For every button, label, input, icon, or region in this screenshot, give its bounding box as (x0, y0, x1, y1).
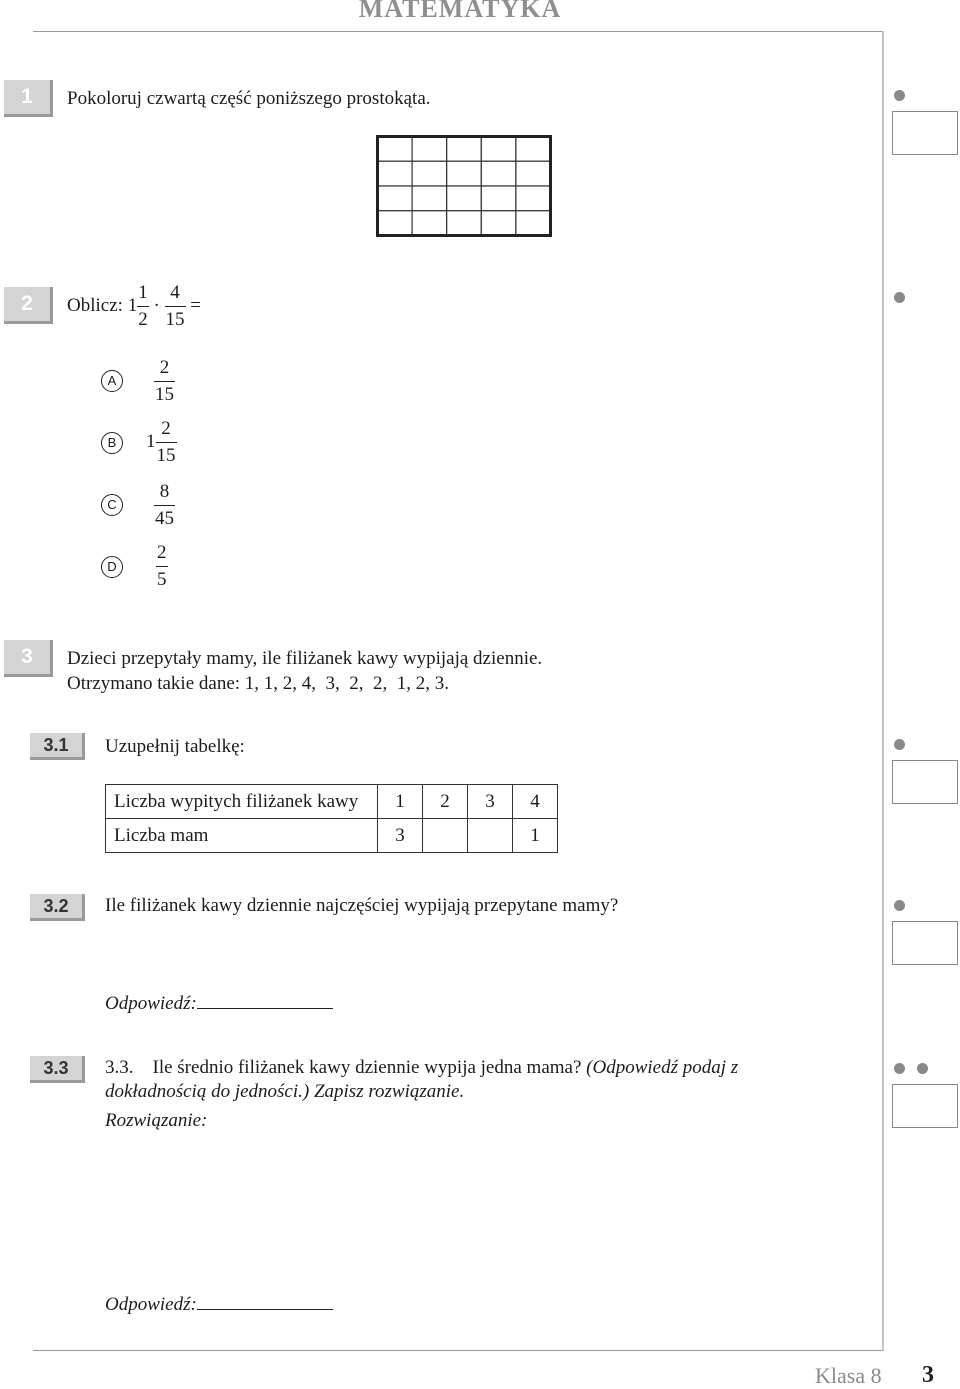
table-row (106, 785, 558, 819)
frame-bottom-line (33, 1350, 883, 1351)
grid-cell[interactable] (378, 186, 413, 211)
footer-class-label: Klasa 8 (815, 1363, 882, 1388)
points-dot (894, 292, 905, 303)
grid-cell[interactable] (447, 161, 482, 186)
grid-cell[interactable] (481, 137, 516, 162)
expression-whole: 1 (127, 295, 138, 316)
question-1-text: Pokoloruj czwartą część poniższego prostokąta. (67, 88, 431, 109)
subquestion-3-2-text: Ile filiżanek kawy dziennie najczęściej wypijają przepytane mamy? (105, 895, 619, 916)
expression-prompt: Oblicz: (67, 295, 123, 316)
grid-cell[interactable] (378, 137, 413, 162)
grid-cell[interactable] (516, 186, 551, 211)
question-3-line-2: Otrzymano takie dane: 1, 1, 2, 4, 3, 2, 2, 1, 2, 3. (67, 673, 450, 694)
grid-cell[interactable] (516, 161, 551, 186)
grid-cell[interactable] (412, 186, 447, 211)
option-a-circle[interactable]: A (101, 370, 123, 392)
score-box-q3-1[interactable] (892, 760, 958, 804)
table-cell: 2 (423, 785, 468, 819)
question-number-3: 3 (4, 640, 53, 677)
table-cell: 3 (378, 819, 423, 853)
points-dot (894, 90, 905, 101)
question-3-line-1: Dzieci przepytały mamy, ile filiżanek kawy wypijają dziennie. (67, 648, 543, 669)
subquestion-number-3-1: 3.1 (30, 733, 85, 760)
grid-cell[interactable] (481, 161, 516, 186)
table-cell: 1 (378, 785, 423, 819)
answer-line-3-3[interactable] (105, 1291, 333, 1317)
question-number-2: 2 (4, 287, 53, 324)
score-box-q1[interactable] (892, 111, 958, 155)
option-d-value: $\frac{2}{5}$ (157, 542, 167, 590)
grid-cell[interactable] (481, 186, 516, 211)
grid-cell[interactable] (481, 211, 516, 236)
question-2-expression (67, 280, 201, 333)
answer-blank (197, 1291, 333, 1310)
grid-cell[interactable] (378, 211, 413, 236)
table-cell: 4 (513, 785, 558, 819)
subquestion-3-1-text: Uzupełnij tabelkę: (105, 736, 245, 757)
option-b-value: 1 $\frac{2}{15}$ (146, 418, 176, 467)
answer-blank (197, 990, 333, 1009)
fraction-1: $\frac{1}{2}$ (138, 282, 148, 331)
option-d-circle[interactable]: D (101, 556, 123, 578)
grid-cell[interactable] (447, 186, 482, 211)
solution-area[interactable] (105, 1135, 865, 1285)
grid-cell[interactable] (516, 137, 551, 162)
score-box-q3-3[interactable] (892, 1084, 958, 1128)
score-box-q3-2[interactable] (892, 921, 958, 965)
solution-label: Rozwiązanie: (105, 1110, 208, 1131)
grid-cell[interactable] (447, 211, 482, 236)
option-c-value: $\frac{8}{45}$ (155, 481, 174, 529)
subquestion-3-3-line-1: 3.3. Ile średnio filiżanek kawy dziennie wypija jedna mama? (Odpowiedź podaj z (105, 1057, 739, 1078)
points-dot (894, 739, 905, 750)
table-row-label: Liczba wypitych filiżanek kawy (106, 785, 378, 819)
points-dot (894, 1063, 905, 1074)
grid-cell[interactable] (412, 211, 447, 236)
page-title: MATEMATYKA (358, 0, 562, 23)
option-c-circle[interactable]: C (101, 494, 123, 516)
grid-cell[interactable] (516, 211, 551, 236)
grid-cell[interactable] (412, 137, 447, 162)
points-dot (894, 900, 905, 911)
fraction-2: $\frac{4}{15}$ (165, 282, 185, 331)
subquestion-number-3-3: 3.3 (30, 1056, 85, 1083)
answer-line-3-2[interactable] (105, 990, 333, 1016)
option-a-value: $\frac{2}{15}$ (155, 357, 174, 405)
table-row (106, 819, 558, 853)
subquestion-3-3-line-2: dokładnością do jedności.) Zapisz rozwiązanie. (105, 1081, 465, 1102)
grid-cell[interactable] (447, 137, 482, 162)
data-table (105, 784, 558, 853)
multiply-dot: · (153, 295, 160, 316)
points-dot (917, 1063, 928, 1074)
answer-label: Odpowiedź: (105, 1294, 197, 1315)
table-row-label: Liczba mam (106, 819, 378, 853)
equals-sign: = (190, 295, 201, 316)
page-number: 3 (922, 1362, 934, 1388)
frame-right-line (882, 31, 884, 1351)
table-cell: 3 (468, 785, 513, 819)
table-answer-cell[interactable] (423, 819, 468, 853)
table-cell: 1 (513, 819, 558, 853)
option-b-circle[interactable]: B (101, 432, 123, 454)
answer-label: Odpowiedź: (105, 993, 197, 1014)
rectangle-grid[interactable] (376, 135, 552, 237)
question-number-1: 1 (4, 80, 53, 117)
grid-cell[interactable] (378, 161, 413, 186)
table-answer-cell[interactable] (468, 819, 513, 853)
frame-top-line (33, 31, 883, 32)
subquestion-number-3-2: 3.2 (30, 894, 85, 921)
grid-cell[interactable] (412, 161, 447, 186)
